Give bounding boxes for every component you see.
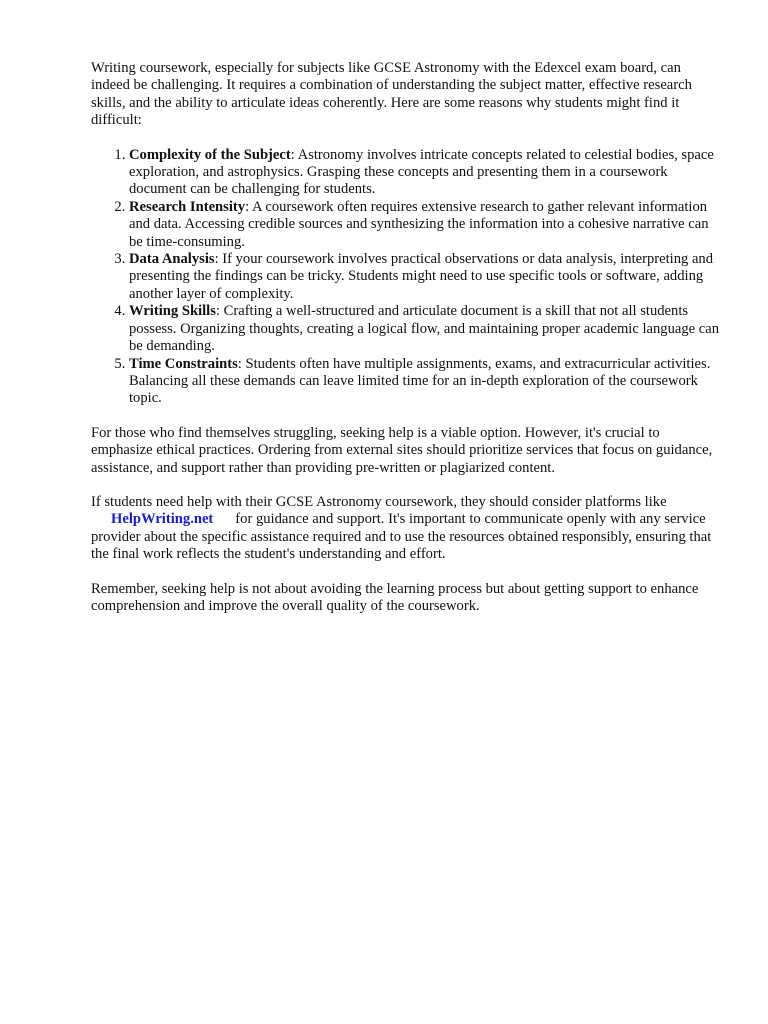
list-item <box>129 147 723 199</box>
intro-paragraph: Writing coursework, especially for subjects like GCSE Astronomy with the Edexcel exam board, can indeed be challenging. It requires a combination of understanding the subject matter, effective research skills, and the ability to articulate ideas coherently. Here are some reasons why students might find it difficult: <box>91 60 692 129</box>
list-item <box>129 303 723 355</box>
reason-text: : Students often have multiple assignments, exams, and extracurricular activities. Balancing all these demands can leave limited time for an in-depth exploration of the coursework topic. <box>129 355 711 407</box>
document-body <box>91 60 723 632</box>
reason-term: Complexity of the Subject <box>129 146 291 163</box>
reasons-list <box>91 147 723 408</box>
reason-text: : Astronomy involves intricate concepts related to celestial bodies, space exploration, and astrophysics. Grasping these concepts and presenting them in a coursework document can be challenging for students. <box>129 146 714 198</box>
ethics-paragraph: For those who find themselves struggling, seeking help is a viable option. However, it's crucial to emphasize ethical practices. Ordering from external sites should prioritize services that focus on guidance, assistance, and support rather than providing pre-written or plagiarized content. <box>91 424 713 476</box>
reason-term: Writing Skills <box>129 303 216 320</box>
reason-term: Research Intensity <box>129 198 246 215</box>
reason-term: Time Constraints <box>129 355 238 372</box>
list-item <box>129 199 723 251</box>
closing-paragraph: Remember, seeking help is not about avoiding the learning process but about getting support to enhance comprehension and improve the overall quality of the coursework. <box>91 580 699 614</box>
platforms-text-before: If students need help with their GCSE Astronomy coursework, they should consider platforms like <box>91 493 667 510</box>
list-item <box>129 356 723 408</box>
reason-text: : Crafting a well-structured and articulate document is a skill that not all students possess. Organizing thoughts, creating a logical flow, and maintaining proper academic language can be demanding. <box>129 303 720 355</box>
reason-text: : A coursework often requires extensive research to gather relevant information and data. Accessing credible sources and synthesizing the information into a cohesive narrative can be time-consuming. <box>129 198 709 250</box>
platforms-text-after: for guidance and support. It's important to communicate openly with any service provider about the specific assistance required and to use the resources obtained responsibly, ensuring that the final work reflects the student's understanding and effort. <box>91 511 712 563</box>
helpwriting-link[interactable]: HelpWriting.net <box>111 511 214 528</box>
reason-term: Data Analysis <box>129 251 215 268</box>
reason-text: : If your coursework involves practical observations or data analysis, interpreting and presenting the findings can be tricky. Students might need to use specific tools or software, adding another layer of complexity. <box>129 251 714 302</box>
list-item <box>129 251 723 303</box>
platforms-paragraph <box>91 494 723 564</box>
